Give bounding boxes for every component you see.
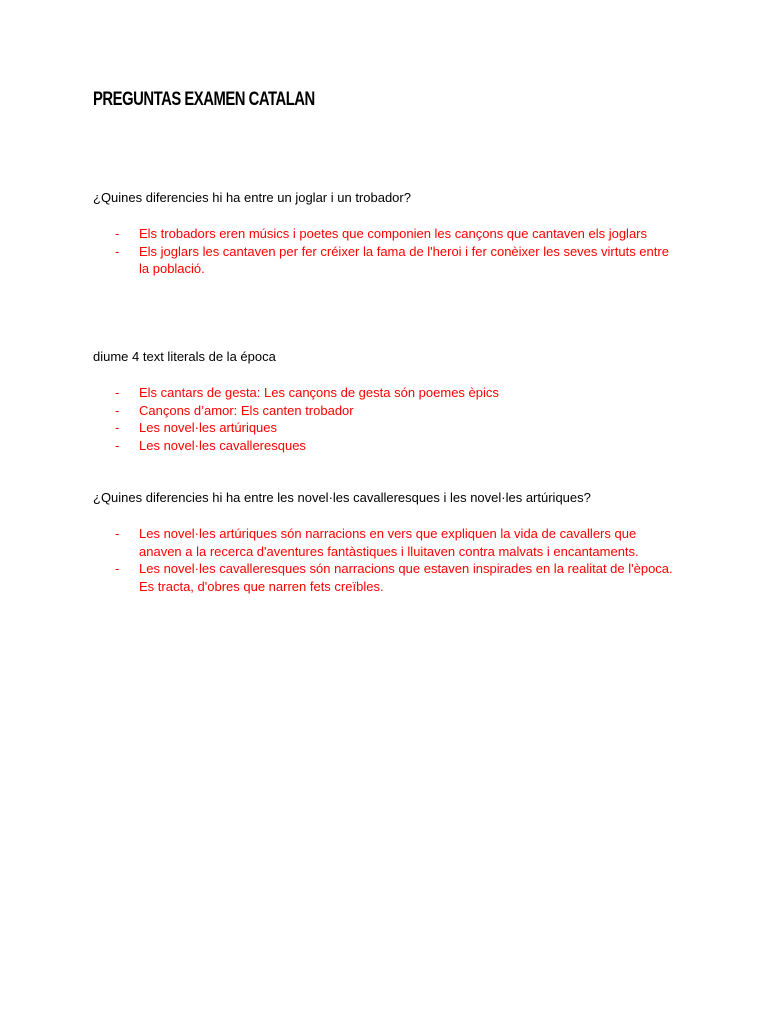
question-section-2 <box>93 348 683 454</box>
answer-text: Les novel·les cavalleresques <box>139 437 306 453</box>
bullet-dash: - <box>115 561 120 577</box>
question-3: ¿Quines diferencies hi ha entre les novel·les cavalleresques i les novel·les artúriques? <box>93 490 591 505</box>
answer-text: Les novel·les artúriques són narracions en vers que expliquen la vida de cavallers que anaven a la recerca d'aventures fantàstiques i lluitaven contra malvats i encantaments. <box>139 526 639 559</box>
answer-item <box>93 384 683 402</box>
answer-list-1 <box>93 225 683 278</box>
answer-text: Les novel·les artúriques <box>139 420 278 436</box>
question-2: diume 4 text literals de la época <box>93 349 276 364</box>
bullet-dash: - <box>115 420 120 436</box>
answer-item <box>93 437 683 455</box>
bullet-dash: - <box>115 526 120 541</box>
answer-item <box>93 560 683 595</box>
bullet-dash: - <box>115 385 120 400</box>
answer-item <box>93 402 683 420</box>
bullet-dash: - <box>115 437 120 453</box>
answer-text: Cançons d’amor: Els canten trobador <box>139 402 354 418</box>
answer-list-2 <box>93 384 683 454</box>
question-section-1 <box>93 189 683 278</box>
bullet-dash: - <box>115 243 120 259</box>
answer-item <box>93 525 683 560</box>
question-section-3 <box>93 489 683 595</box>
document-title: PREGUNTAS EXAMEN CATALAN <box>93 89 315 110</box>
answer-list-3 <box>93 525 683 595</box>
answer-text: Els trobadors eren músics i poetes que componien les cançons que cantaven els joglars <box>139 226 648 241</box>
answer-text: Els joglars les cantaven per fer créixer la fama de l'heroi i fer conèixer les seves virtuts entre la població. <box>139 243 669 277</box>
bullet-dash: - <box>115 402 120 418</box>
bullet-dash: - <box>115 226 120 241</box>
question-1: ¿Quines diferencies hi ha entre un joglar i un trobador? <box>93 190 411 205</box>
answer-item <box>93 225 683 243</box>
answer-text: Les novel·les cavalleresques són narracions que estaven inspirades en la realitat de l'època. Es tracta, d'obres que narren fets creïbles. <box>139 561 673 594</box>
answer-text: Els cantars de gesta: Les cançons de gesta són poemes èpics <box>139 385 499 400</box>
answer-item <box>93 419 683 437</box>
answer-item <box>93 243 683 278</box>
